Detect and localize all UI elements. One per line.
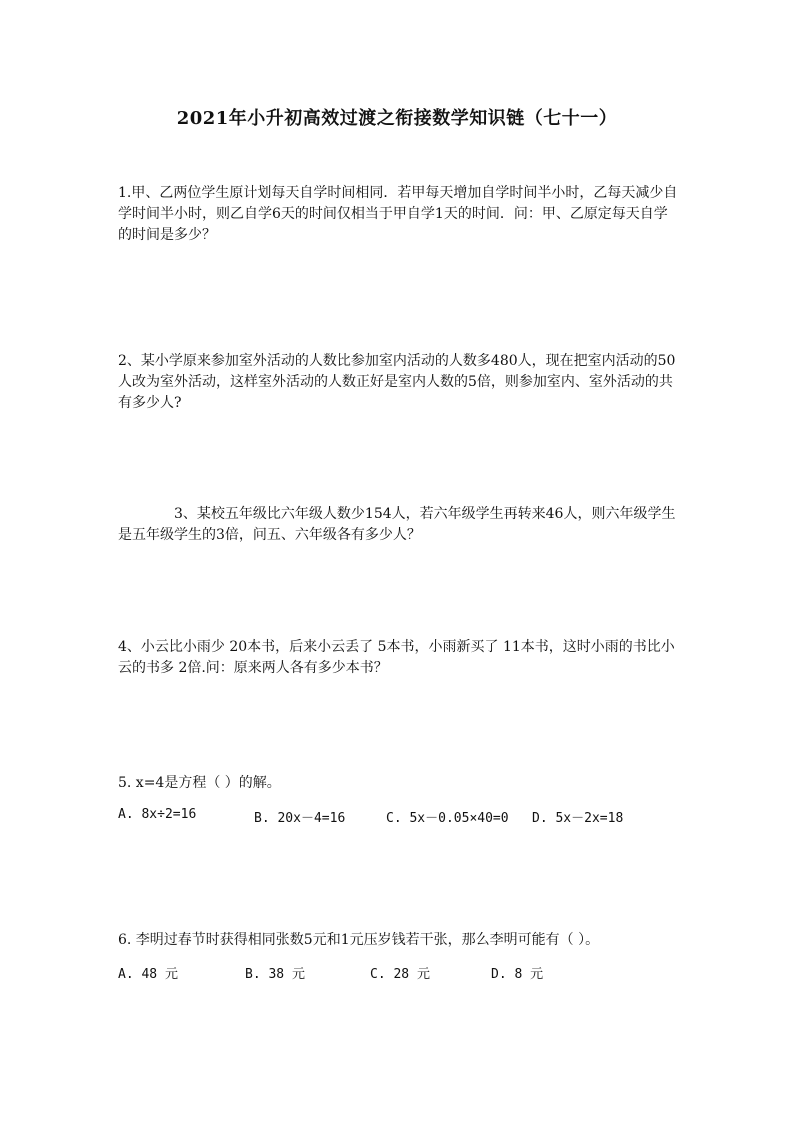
question-5-option-c: C. 5x－0.05×40=0 [386,811,509,826]
question-2-text: 2、某小学原来参加室外活动的人数比参加室内活动的人数多480人，现在把室内活动的50人改为室外活动，这样室外活动的人数正好是室内人数的5倍，则参加室内、室外活动的共有多少人? [118,353,676,411]
question-6-text: 6. 李明过春节时获得相同张数5元和1元压岁钱若干张，那么李明可能有（ ）。 [118,932,600,948]
question-6-option-c: C. 28 元 [370,967,430,982]
question-2 [118,351,678,414]
question-4 [118,637,678,679]
question-5-option-b: B. 20x－4=16 [254,811,346,826]
question-6-option-d: D. 8 元 [491,967,544,982]
page-title: 2021年小升初高效过渡之衔接数学知识链（七十一） [176,108,618,129]
question-5 [118,773,678,794]
question-3-text: 3、某校五年级比六年级人数少154人，若六年级学生再转来46人，则六年级学生是五年级学生的3倍，问五、六年级各有多少人？ [118,506,676,543]
question-5-option-d: D. 5x－2x=18 [532,811,624,826]
question-1 [118,183,678,246]
question-3 [118,504,678,546]
question-1-text: 1.甲、乙两位学生原计划每天自学时间相同．若甲每天增加自学时间半小时，乙每天减少自学时间半小时，则乙自学6天的时间仅相当于甲自学1天的时间．问：甲、乙原定每天自学的时间是多少？ [118,185,678,243]
question-5-options [118,807,678,827]
question-6 [118,930,678,951]
question-5-text: 5. x=4是方程（ ）的解。 [118,775,281,791]
question-6-option-a: A. 48 元 [118,967,178,982]
question-6-options [118,963,678,983]
question-6-option-b: B. 38 元 [245,967,305,982]
question-5-option-a: A. 8x÷2=16 [118,807,197,822]
question-4-text: 4、小云比小雨少 20本书，后来小云丢了 5本书，小雨新买了 11本书，这时小雨的书比小云的书多 2倍.问：原来两人各有多少本书？ [118,639,675,676]
